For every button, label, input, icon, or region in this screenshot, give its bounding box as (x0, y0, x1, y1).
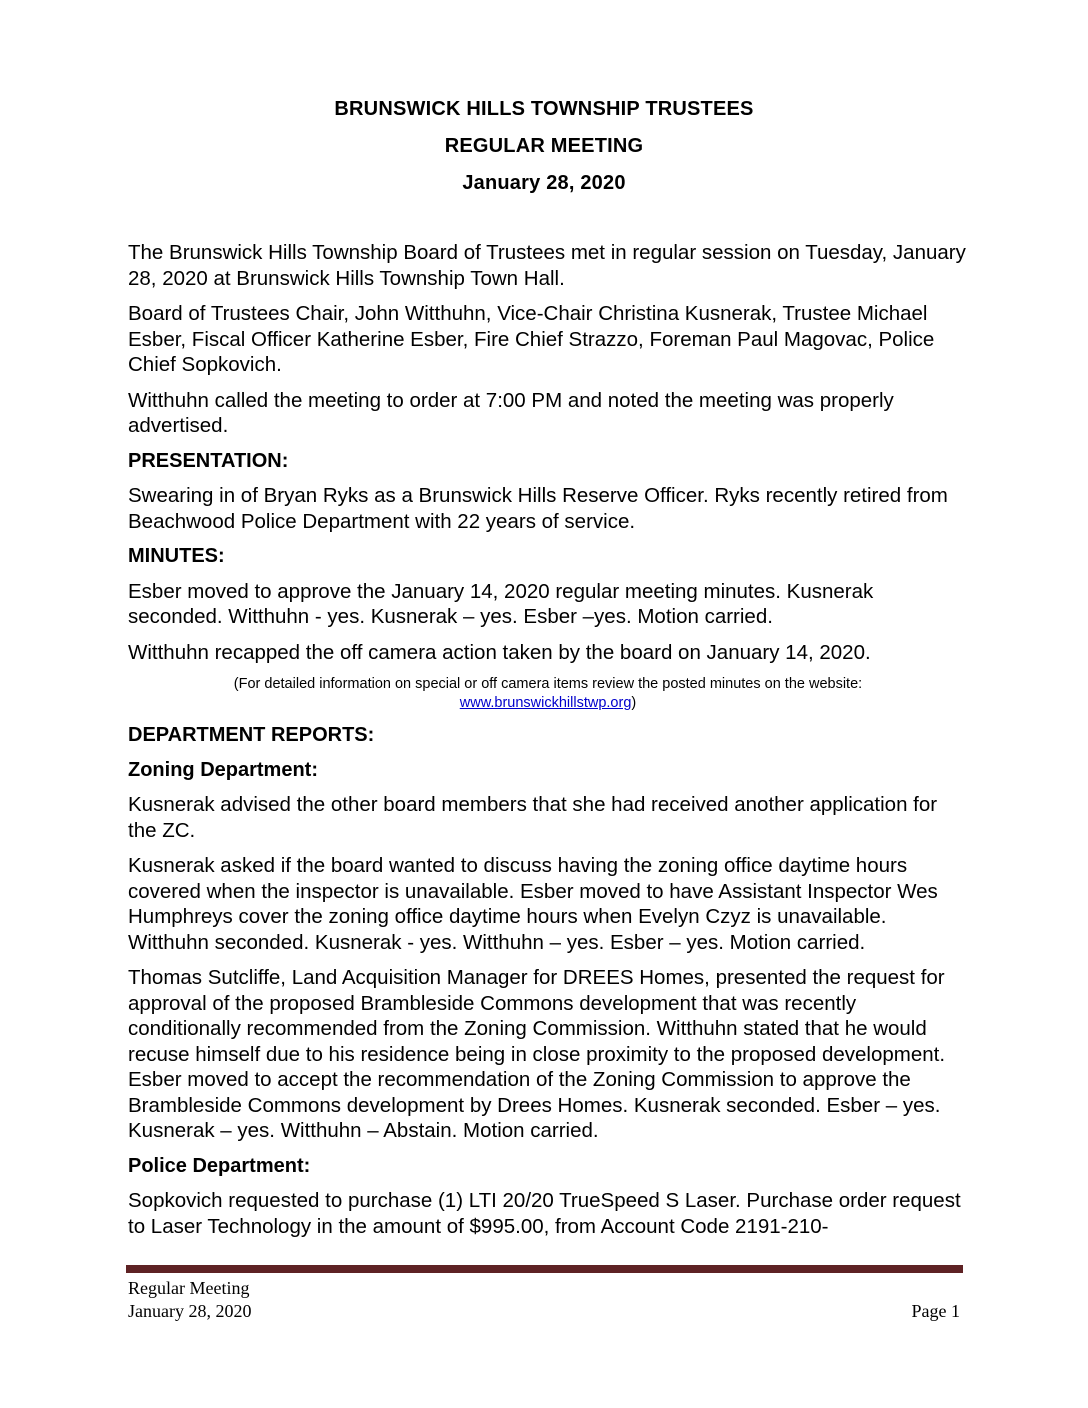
footer-rule (126, 1265, 963, 1273)
page-footer (128, 1277, 960, 1323)
department-reports-heading: DEPARTMENT REPORTS: (128, 724, 375, 746)
footer-date: January 28, 2020 (128, 1301, 252, 1321)
zoning-paragraph-1: Kusnerak advised the other board members that she had received another application for the ZC. (128, 793, 938, 842)
website-note-close: ) (631, 695, 637, 711)
meeting-type: REGULAR MEETING (444, 135, 644, 157)
website-note (128, 675, 968, 713)
call-to-order-paragraph: Witthuhn called the meeting to order at 7:00 PM and noted the meeting was properly advertised. (128, 388, 894, 437)
document-title: BRUNSWICK HILLS TOWNSHIP TRUSTEES (334, 98, 754, 120)
presentation-paragraph: Swearing in of Bryan Ryks as a Brunswick Hills Reserve Officer. Ryks recently retired from Beachwood Police Department with 22 years of service. (128, 484, 948, 533)
police-paragraph-1: Sopkovich requested to purchase (1) LTI 20/20 TrueSpeed S Laser. Purchase order request to Laser Technology in the amount of $995.00, from Account Code 2191-210- (128, 1189, 961, 1238)
zoning-paragraph-2: Kusnerak asked if the board wanted to discuss having the zoning office daytime hours covered when the inspector is unavailable. Esber moved to have Assistant Inspector Wes Humphreys cover the zoning office daytime hours when Evelyn Czyz is unavailable. Witthuhn seconded. Kusnerak - yes. Witthuhn – yes. Esber – yes. Motion carried. (128, 854, 938, 954)
police-department-heading: Police Department: (128, 1154, 311, 1177)
meeting-date: January 28, 2020 (462, 172, 626, 194)
minutes-heading: MINUTES: (128, 545, 225, 567)
zoning-department-heading: Zoning Department: (128, 758, 318, 781)
intro-paragraph: The Brunswick Hills Township Board of Trustees met in regular session on Tuesday, January 28, 2020 at Brunswick Hills Township Town Hall. (128, 241, 966, 290)
website-link[interactable]: www.brunswickhillstwp.org (459, 695, 632, 711)
page-number: Page 1 (911, 1301, 960, 1321)
minutes-motion-paragraph: Esber moved to approve the January 14, 2020 regular meeting minutes. Kusnerak seconded. Witthuhn - yes. Kusnerak – yes. Esber –yes. Motion carried. (128, 579, 874, 628)
website-note-text: (For detailed information on special or off camera items review the posted minutes on the website: (233, 676, 863, 692)
attendees-paragraph: Board of Trustees Chair, John Witthuhn, Vice-Chair Christina Kusnerak, Trustee Michael Esber, Fiscal Officer Katherine Esber, Fire Chief Strazzo, Foreman Paul Magovac, Police Chief Sopkovich. (128, 302, 935, 376)
document-body (128, 240, 968, 1249)
zoning-paragraph-3: Thomas Sutcliffe, Land Acquisition Manager for DREES Homes, presented the request for approval of the proposed Brambleside Commons development that was recently conditionally recommended from the Zoning Commission. Witthuhn stated that he would recuse himself due to his residence being in close proximity to the proposed development. Esber moved to accept the recommendation of the Zoning Commission to approve the Brambleside Commons development by Drees Homes. Kusnerak seconded. Esber – yes. Kusnerak – yes. Witthuhn – Abstain. Motion carried. (128, 966, 946, 1142)
presentation-heading: PRESENTATION: (128, 449, 289, 472)
minutes-recap-paragraph: Witthuhn recapped the off camera action taken by the board on January 14, 2020. (128, 640, 871, 664)
footer-meeting-type: Regular Meeting (128, 1278, 250, 1298)
